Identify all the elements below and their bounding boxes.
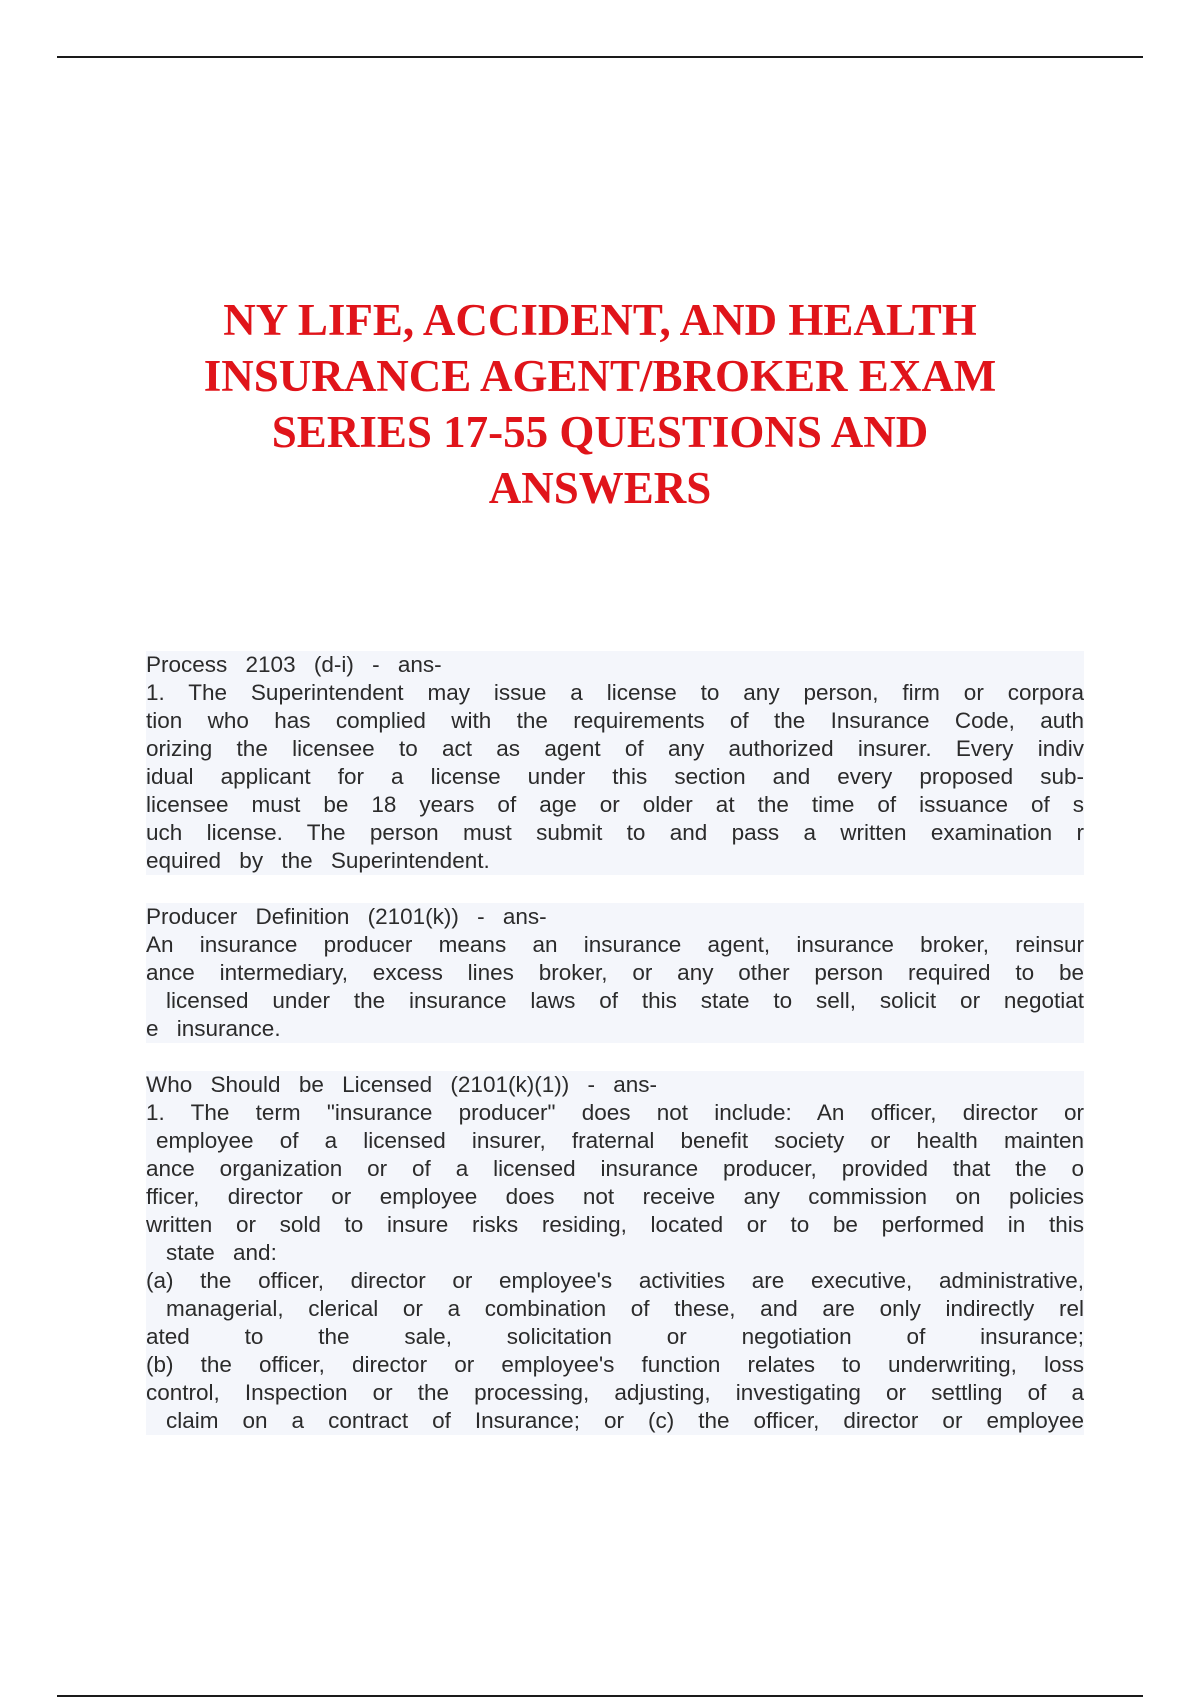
answer-line: (a) the officer, director or employee's activities are executive, administrative, <box>146 1268 1084 1293</box>
answer-line: An insurance producer means an insurance agent, insurance broker, reinsur <box>146 932 1084 957</box>
answer-line: control, Inspection or the processing, adjusting, investigating or settling of a <box>146 1380 1084 1405</box>
answer-line: uch license. The person must submit to and pass a written examination r <box>146 820 1084 845</box>
document-body <box>146 651 1084 1435</box>
question-heading: Process 2103 (d-i) - ans- <box>146 651 1084 679</box>
answer-line: claim on a contract of Insurance; or (c) the officer, director or employee <box>146 1407 1084 1435</box>
answer-line: licensee must be 18 years of age or older at the time of issuance of s <box>146 792 1084 817</box>
bottom-rule <box>57 1695 1143 1697</box>
title-line: ANSWERS <box>488 463 712 513</box>
title-line: INSURANCE AGENT/BROKER EXAM <box>203 351 997 401</box>
answer-line: equired by the Superintendent. <box>146 847 1084 875</box>
answer-line: 1. The Superintendent may issue a license to any person, firm or corpora <box>146 680 1084 705</box>
answer-line: idual applicant for a license under this section and every proposed sub- <box>146 764 1084 789</box>
document-title <box>120 292 1080 516</box>
answer-line: e insurance. <box>146 1015 1084 1043</box>
answer-line: ated to the sale, solicitation or negotiation of insurance; <box>146 1324 1084 1349</box>
answer-line: employee of a licensed insurer, fraternal benefit society or health mainten <box>146 1127 1084 1155</box>
answer-line: ance organization or of a licensed insurance producer, provided that the o <box>146 1156 1084 1181</box>
answer-line: (b) the officer, director or employee's function relates to underwriting, loss <box>146 1352 1084 1377</box>
question-heading: Who Should be Licensed (2101(k)(1)) - ans- <box>146 1071 1084 1099</box>
answer-line: orizing the licensee to act as agent of any authorized insurer. Every indiv <box>146 736 1084 761</box>
qa-who-should-be-licensed <box>146 1071 1084 1435</box>
answer-line: managerial, clerical or a combination of these, and are only indirectly rel <box>146 1295 1084 1323</box>
answer-line: licensed under the insurance laws of this state to sell, solicit or negotiat <box>146 987 1084 1015</box>
qa-process-2103 <box>146 651 1084 875</box>
answer-line: written or sold to insure risks residing, located or to be performed in this <box>146 1212 1084 1237</box>
qa-producer-definition <box>146 903 1084 1043</box>
answer-line: 1. The term "insurance producer" does not include: An officer, director or <box>146 1100 1084 1125</box>
answer-line: state and: <box>146 1239 1084 1267</box>
title-line: SERIES 17-55 QUESTIONS AND <box>271 407 929 457</box>
question-heading: Producer Definition (2101(k)) - ans- <box>146 903 1084 931</box>
top-rule <box>57 56 1143 58</box>
answer-line: fficer, director or employee does not receive any commission on policies <box>146 1184 1084 1209</box>
title-line: NY LIFE, ACCIDENT, AND HEALTH <box>223 295 977 345</box>
answer-line: ance intermediary, excess lines broker, or any other person required to be <box>146 960 1084 985</box>
answer-line: tion who has complied with the requirements of the Insurance Code, auth <box>146 708 1084 733</box>
